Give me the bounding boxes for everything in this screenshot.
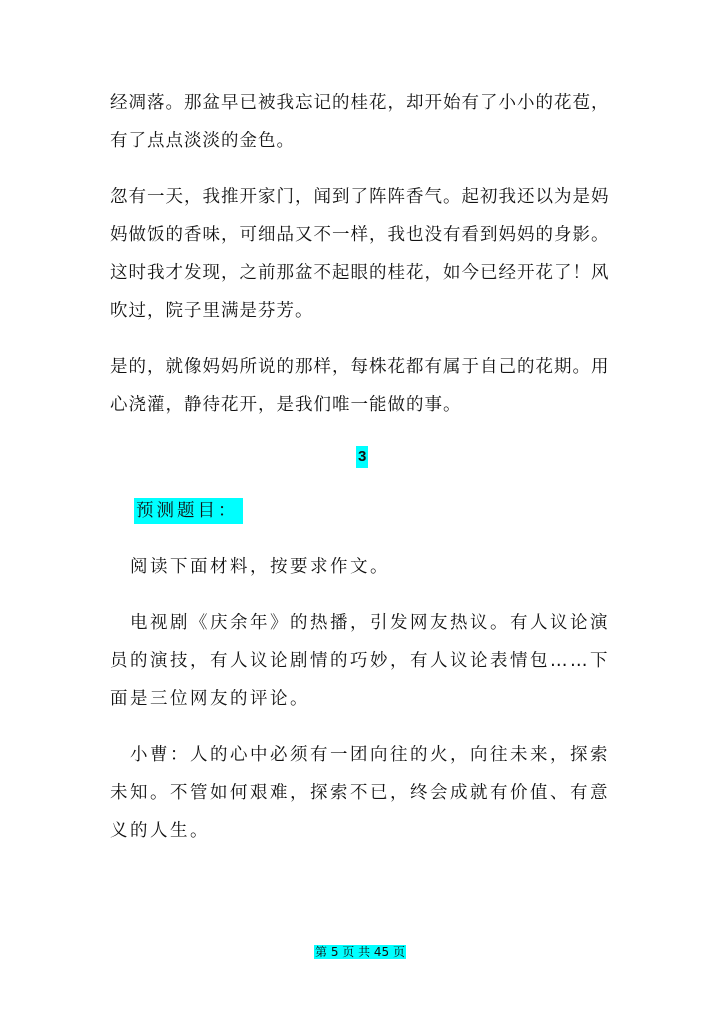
comment-paragraph-xiaocao: 小曹：人的心中必须有一团向往的火，向往未来，探索未知。不管如何艰难，探索不已，终会成就有价值、有意义的人生。 xyxy=(110,745,610,841)
section-number: 3 xyxy=(356,446,368,468)
paragraph-2: 忽有一天，我推开家门，闻到了阵阵香气。起初我还以为是妈妈做饭的香味，可细品又不一样，我也没有看到妈妈的身影。这时我才发现，之前那盆不起眼的桂花，如今已经开花了！风吹过，院子里满是芬芳。 xyxy=(110,187,610,321)
paragraph-3: 是的，就像妈妈所说的那样，每株花都有属于自己的花期。用心浇灌，静待花开，是我们唯一能做的事。 xyxy=(110,357,610,415)
page-footer xyxy=(0,944,720,960)
paragraph-1: 经凋落。那盆早已被我忘记的桂花，却开始有了小小的花苞，有了点点淡淡的金色。 xyxy=(110,93,610,151)
instruction-paragraph: 阅读下面材料，按要求作文。 xyxy=(110,557,390,577)
page-number-label: 第 5 页 共 45 页 xyxy=(315,945,405,959)
material-paragraph: 电视剧《庆余年》的热播，引发网友热议。有人议论演员的演技，有人议论剧情的巧妙，有人议论表情包……下面是三位网友的评论。 xyxy=(110,613,610,709)
predict-title: 预测题目： xyxy=(134,498,243,524)
